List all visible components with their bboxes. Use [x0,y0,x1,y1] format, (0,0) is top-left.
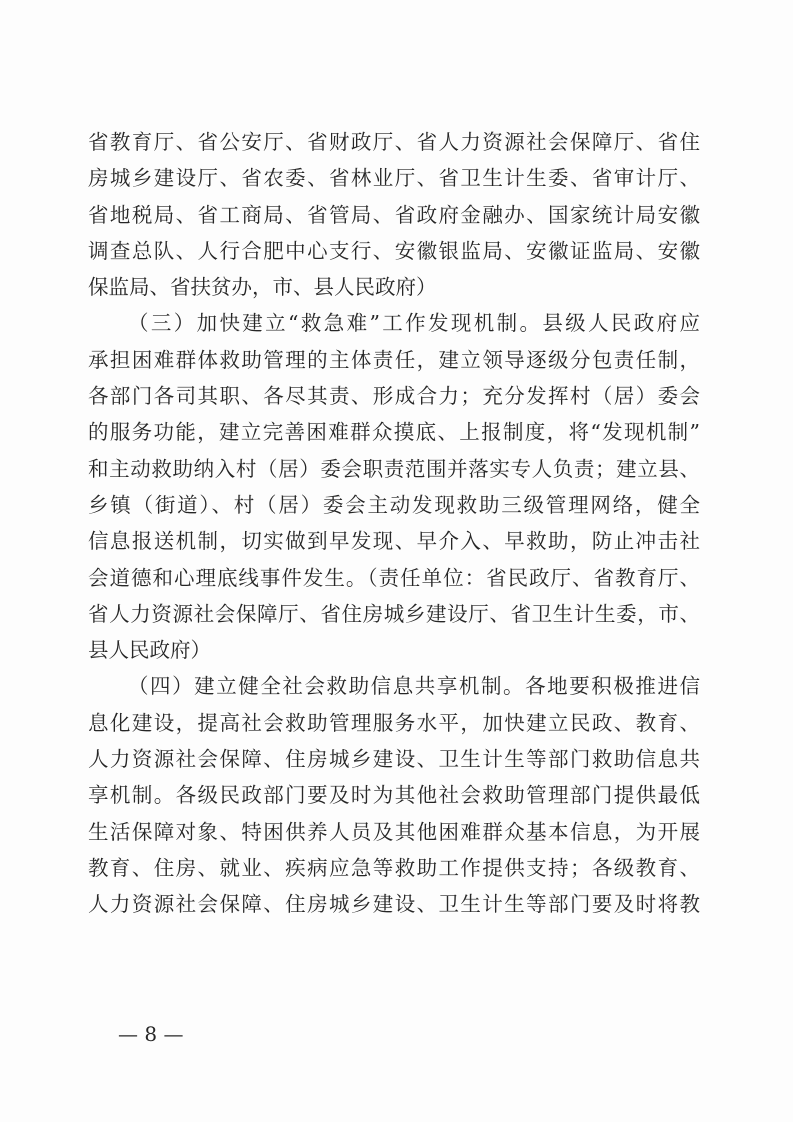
text-line-11: 乡镇（街道）、村（居）委会主动发现救助三级管理网络，健全 [88,492,700,517]
text-line-7: 承担困难群体救助管理的主体责任，建立领导逐级分包责任制， [88,347,700,372]
text-line-17: 息化建设，提高社会救助管理服务水平，加快建立民政、教育、 [88,710,700,735]
text-line-10: 和主动救助纳入村（居）委会职责范围并落实专人负责；建立县、 [88,456,700,481]
text-line-9: 的服务功能，建立完善困难群众摸底、上报制度，将“发现机制” [88,420,700,445]
paragraph-3-heading-line: （三）加快建立“救急难”工作发现机制。县级人民政府应 [128,311,700,336]
paragraph-4-heading-line: （四）建立健全社会救助信息共享机制。各地要积极推进信 [128,674,700,699]
text-line-5: 保监局、省扶贫办，市、县人民政府） [88,275,437,300]
text-line-2: 房城乡建设厅、省农委、省林业厅、省卫生计生委、省审计厅、 [88,166,700,191]
text-line-14: 省人力资源社会保障厅、省住房城乡建设厅、省卫生计生委，市、 [88,601,700,626]
text-line-4: 调查总队、人行合肥中心支行、安徽银监局、安徽证监局、安徽 [88,238,700,263]
text-line-12: 信息报送机制，切实做到早发现、早介入、早救助，防止冲击社 [88,529,700,554]
text-line-21: 教育、住房、就业、疾病应急等救助工作提供支持；各级教育、 [88,855,700,880]
text-line-13: 会道德和心理底线事件发生。（责任单位：省民政厅、省教育厅、 [88,565,700,590]
text-line-1: 省教育厅、省公安厅、省财政厅、省人力资源社会保障厅、省住 [88,130,700,154]
text-line-20: 生活保障对象、特困供养人员及其他困难群众基本信息，为开展 [88,819,700,844]
text-line-3: 省地税局、省工商局、省管局、省政府金融办、国家统计局安徽 [88,202,700,227]
text-line-19: 享机制。各级民政部门要及时为其他社会救助管理部门提供最低 [88,783,700,808]
text-line-22: 人力资源社会保障、住房城乡建设、卫生计生等部门要及时将教 [88,892,700,917]
text-line-8: 各部门各司其职、各尽其责、形成合力；充分发挥村（居）委会 [88,384,700,409]
page-number: — 8 — [118,1022,184,1046]
text-line-15: 县人民政府） [88,638,211,663]
document-body [88,124,700,923]
text-line-18: 人力资源社会保障、住房城乡建设、卫生计生等部门救助信息共 [88,747,700,772]
